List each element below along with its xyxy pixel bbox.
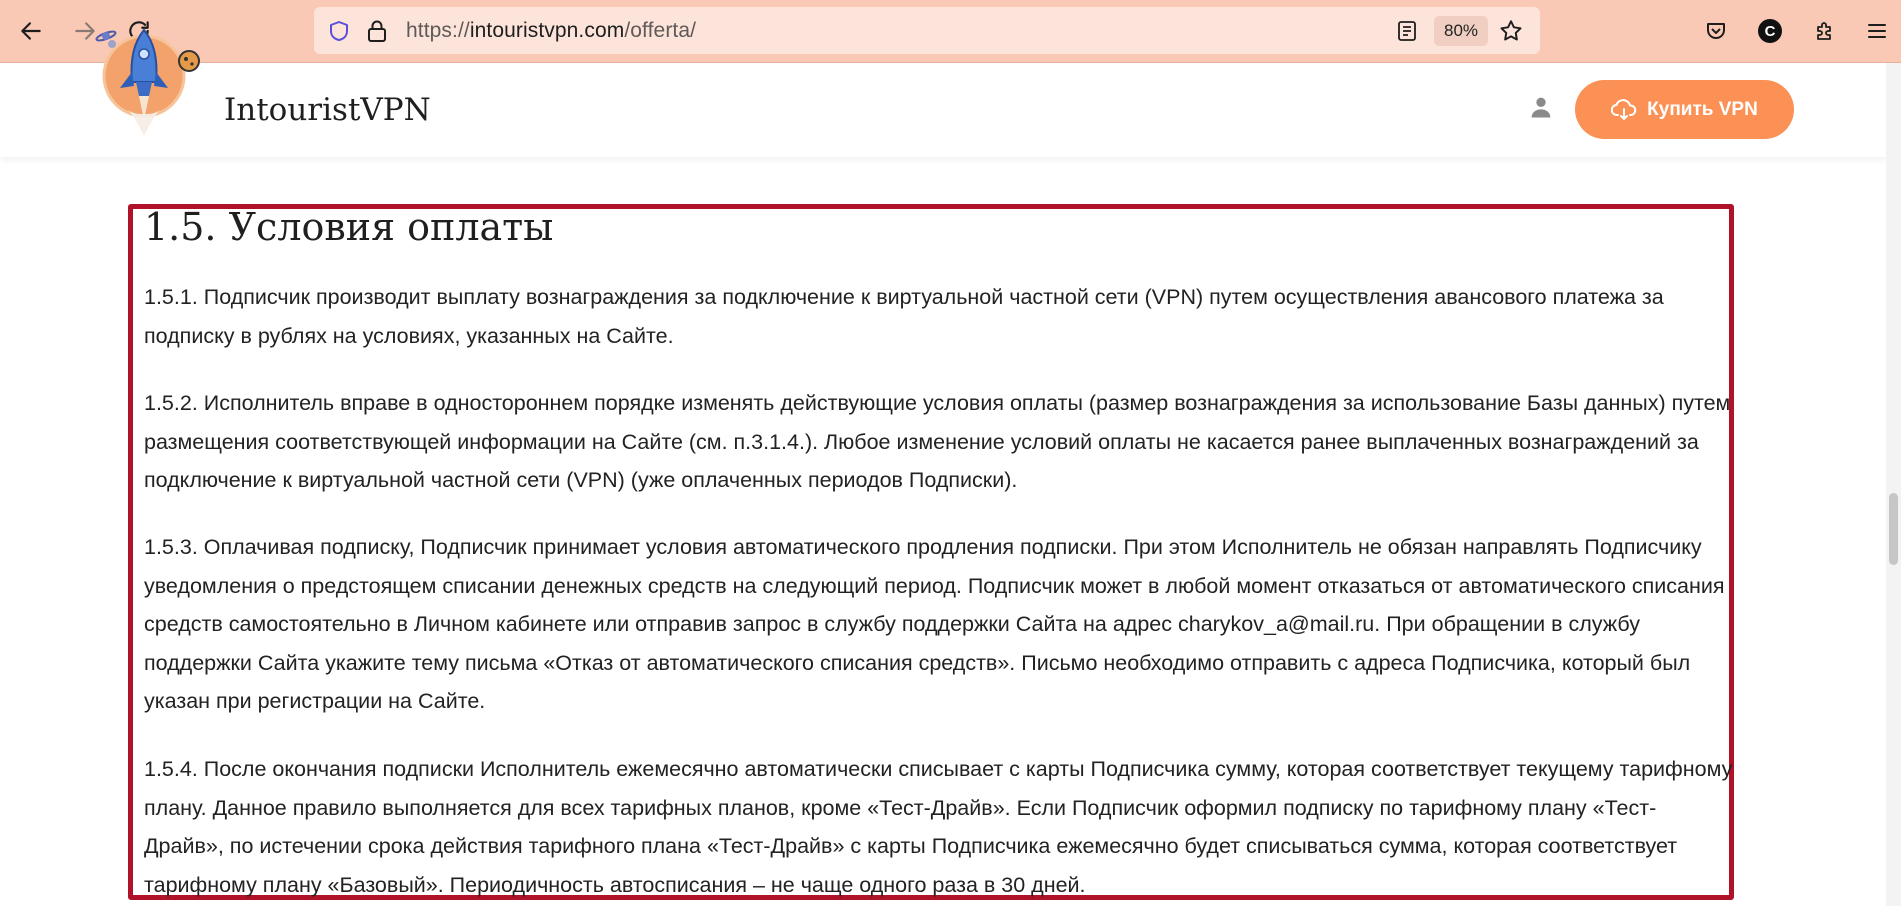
arrow-left-icon [18, 18, 44, 44]
pocket-icon [1704, 19, 1728, 43]
site-logo[interactable] [92, 14, 210, 142]
zoom-level-button[interactable]: 80% [1434, 16, 1488, 46]
account-button[interactable] [1527, 93, 1555, 121]
url-path: /offerta/ [624, 19, 697, 42]
url-text[interactable] [406, 7, 696, 54]
pocket-button[interactable] [1697, 12, 1735, 50]
paragraph-1-5-1: 1.5.1. Подписчик производит выплату вознаграждения за подключение к виртуальной частной сети (VPN) путем осуществления авансового платежа за подписку в рублях на условиях, указанных на Сайте. [144, 285, 1664, 348]
section-title: 1.5. Условия оплаты [144, 205, 554, 249]
scrollbar-thumb[interactable] [1889, 493, 1898, 565]
cloud-download-icon [1611, 99, 1637, 121]
url-scheme: https:// [406, 19, 470, 42]
extensions-button[interactable] [1806, 12, 1844, 50]
hamburger-icon [1865, 19, 1889, 43]
url-host: intouristvpn.com [469, 19, 625, 42]
puzzle-icon [1813, 19, 1837, 43]
reader-view-icon[interactable] [1392, 16, 1422, 46]
lock-icon[interactable] [362, 16, 392, 46]
menu-button[interactable] [1858, 12, 1896, 50]
tracking-shield-icon[interactable] [324, 16, 354, 46]
back-button[interactable] [12, 12, 50, 50]
browser-toolbar [0, 0, 1901, 63]
site-header [0, 63, 1886, 157]
buy-vpn-button[interactable] [1575, 80, 1794, 139]
paragraph-1-5-4: 1.5.4. После окончания подписки Исполнитель ежемесячно автоматически списывает с карты Подписчика сумму, которая соответствует текущему тарифному плану. Данное правило выполняется для всех тарифных планов, кроме «Тест-Драйв». Если Подписчик оформил подписку по тарифному плану «Тест-Драйв», по истечении срока действия тарифного плана «Тест-Драйв» с карты Подписчика ежемесячно будет списываться сумма, которая соответствует тарифному плану «Базовый». Периодичность автосписания – не чаще одного раза в 30 дней. [144, 757, 1733, 897]
user-icon [1527, 93, 1555, 121]
profile-avatar: C [1758, 19, 1782, 43]
star-icon[interactable] [1496, 16, 1526, 46]
buy-vpn-label: Купить VPN [1647, 98, 1758, 120]
paragraph-1-5-3: 1.5.3. Оплачивая подписку, Подписчик принимает условия автоматического продления подписки. При этом Исполнитель не обязан направлять Подписчику уведомления о предстоящем списании денежных средств на следующий период. Подписчик может в любой момент отказаться от автоматического списания средств самостоятельно в Личном кабинете или отправив запрос в службу поддержки Сайта на адрес charykov_a@mail.ru. При обращении в службу поддержки Сайта укажите тему письма «Отказ от автоматического списания средств». Письмо необходимо отправить с адреса Подписчика, который был указан при регистрации на Сайте. [144, 535, 1725, 713]
rocket-logo-icon [92, 14, 210, 142]
profile-button[interactable] [1751, 12, 1789, 50]
address-bar[interactable] [314, 7, 1540, 54]
page-scrollbar[interactable] [1886, 63, 1901, 906]
paragraph-1-5-2: 1.5.2. Исполнитель вправе в одностороннем порядке изменять действующие условия оплаты (размер вознаграждения за использование Базы данных) путем размещения соответствующей информации на Сайте (см. п.3.1.4.). Любое изменение условий оплаты не касается ранее выплаченных вознаграждений за подключение к виртуальной частной сети (VPN) (уже оплаченных периодов Подписки). [144, 391, 1731, 492]
site-brand-name[interactable]: IntouristVPN [224, 92, 431, 128]
